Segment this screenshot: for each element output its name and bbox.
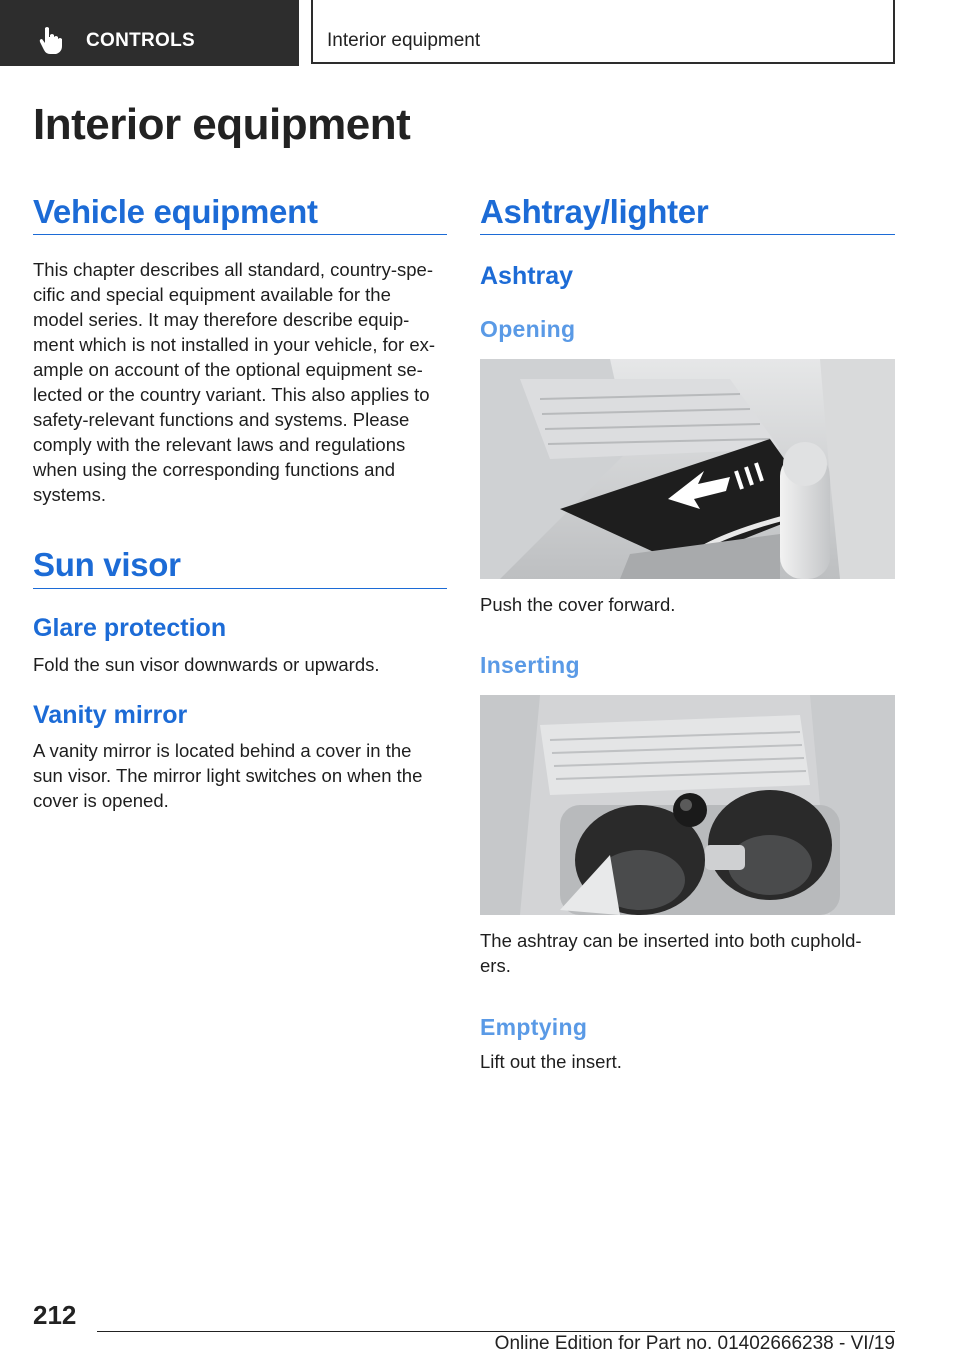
- page-title: Interior equipment: [33, 100, 411, 149]
- heading-rule: [33, 588, 447, 589]
- vehicle-equipment-text: This chapter describes all standard, country-spe‐ cific and special equipment available for the model series. It may therefore describe equip‐ ment which is not installed in your vehicle, for ex‐ ample on account of the optional equipment se‐ lected or the country variant. This also applies to safety-relevant functions and systems. Please comply with the relevant laws and regulations when using the corresponding functions and systems.: [33, 259, 436, 505]
- vanity-mirror-text: A vanity mirror is located behind a cover in the sun visor. The mirror light switches on when the cover is opened.: [33, 740, 423, 811]
- vehicle-equipment-heading: Vehicle equipment: [33, 193, 318, 230]
- chapter-header: [311, 0, 895, 64]
- glare-protection-heading: Glare protection: [33, 614, 227, 642]
- inserting-heading: Inserting: [480, 652, 580, 678]
- footer-edition: Online Edition for Part no. 01402666238 - VI/19: [494, 1333, 895, 1354]
- sun-visor-heading: Sun visor: [33, 546, 181, 583]
- heading-rule: [480, 234, 895, 235]
- ashtray-inserting-illustration: [480, 695, 895, 915]
- heading-rule: [33, 234, 447, 235]
- ashtray-heading: Ashtray: [480, 262, 574, 290]
- pointing-hand-icon: [38, 26, 64, 54]
- opening-heading: Opening: [480, 316, 576, 342]
- inserting-text: The ashtray can be inserted into both cuphold‐ ers.: [480, 930, 862, 976]
- ashtray-opening-illustration: [480, 359, 895, 579]
- page-number: 212: [33, 1300, 77, 1330]
- section-label: CONTROLS: [86, 30, 196, 51]
- emptying-text: Lift out the insert.: [480, 1051, 622, 1072]
- vanity-mirror-heading: Vanity mirror: [33, 701, 188, 729]
- chapter-label: Interior equipment: [327, 30, 481, 51]
- emptying-heading: Emptying: [480, 1014, 588, 1040]
- opening-text: Push the cover forward.: [480, 594, 676, 615]
- ashtray-lighter-heading: Ashtray/lighter: [480, 193, 709, 230]
- section-tab: [0, 0, 299, 66]
- glare-protection-text: Fold the sun visor downwards or upwards.: [33, 654, 380, 675]
- footer-rule: [97, 1331, 895, 1332]
